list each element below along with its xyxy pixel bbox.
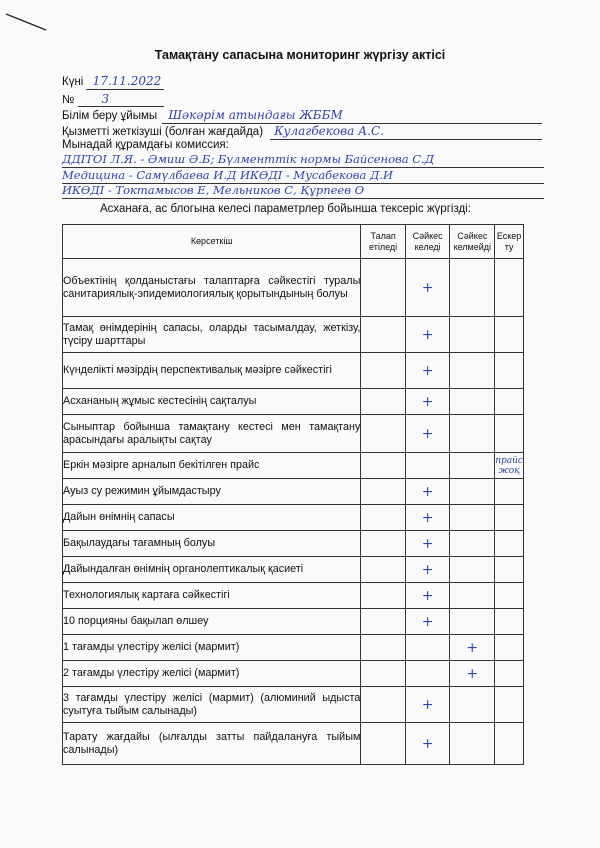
row-noncompliant-cell: +: [450, 635, 495, 661]
org-label: Білім беру ұйымы: [62, 110, 158, 122]
table-header-row: [63, 225, 524, 259]
row-compliant-cell: +: [405, 479, 450, 505]
row-required-cell: [361, 723, 405, 765]
row-compliant-cell: +: [405, 353, 450, 389]
row-indicator: Бақылаудағы тағамның болуы: [63, 531, 361, 557]
row-note-cell: [495, 635, 524, 661]
header-indicator: Көрсеткіш: [63, 225, 361, 259]
row-note-cell: [495, 415, 524, 453]
header-noncompliant: Сәйкес келмейді: [450, 225, 495, 259]
table-row: [63, 687, 524, 723]
row-note-cell: [495, 259, 524, 317]
row-required-cell: [361, 635, 405, 661]
row-note-cell: [495, 687, 524, 723]
row-compliant-cell: [405, 661, 450, 687]
row-noncompliant-cell: [450, 687, 495, 723]
row-required-cell: [361, 353, 405, 389]
row-indicator: Технологиялық картаға сәйкестігі: [63, 583, 361, 609]
row-note-cell: [495, 479, 524, 505]
commission-line-1: ДДІТОІ Л.Я. - Әмиш Ә.Б; Бүлменттік нормы Байсенова С.Д: [62, 152, 435, 166]
number-underline: [78, 106, 164, 107]
date-line: [62, 74, 161, 88]
row-noncompliant-cell: [450, 415, 495, 453]
table-row: [63, 609, 524, 635]
org-line: [62, 108, 343, 122]
row-compliant-cell: +: [405, 415, 450, 453]
number-line: [62, 92, 109, 106]
row-required-cell: [361, 583, 405, 609]
row-note-cell: [495, 531, 524, 557]
table-row: [63, 505, 524, 531]
table-row: [63, 583, 524, 609]
row-noncompliant-cell: [450, 505, 495, 531]
row-compliant-cell: +: [405, 259, 450, 317]
service-underline: [270, 139, 542, 140]
row-compliant-cell: +: [405, 583, 450, 609]
row-compliant-cell: +: [405, 723, 450, 765]
row-noncompliant-cell: [450, 583, 495, 609]
document-title: Тамақтану сапасына мониторинг жүргізу актісі: [154, 48, 446, 62]
number-value: 3: [101, 92, 110, 106]
service-label: Қызметті жеткізуші (болған жағдайда): [62, 126, 264, 138]
row-indicator: Еркін мәзірге арналып бекітілген прайс: [63, 453, 361, 479]
row-compliant-cell: +: [405, 389, 450, 415]
row-required-cell: [361, 317, 405, 353]
header-required: Талап етіледі: [361, 225, 405, 259]
service-value: Кулагбекова А.С.: [274, 124, 385, 138]
row-required-cell: [361, 389, 405, 415]
row-required-cell: [361, 259, 405, 317]
row-compliant-cell: +: [405, 557, 450, 583]
row-noncompliant-cell: +: [450, 661, 495, 687]
row-note-cell: [495, 583, 524, 609]
table-row: [63, 389, 524, 415]
table-row: [63, 453, 524, 479]
row-note-cell: [495, 317, 524, 353]
row-noncompliant-cell: [450, 353, 495, 389]
number-label: №: [62, 94, 75, 106]
row-noncompliant-cell: [450, 479, 495, 505]
row-indicator: 1 тағамды үлестіру желісі (мармит): [63, 635, 361, 661]
row-noncompliant-cell: [450, 557, 495, 583]
row-compliant-cell: +: [405, 317, 450, 353]
header-compliant: Сәйкес келеді: [405, 225, 450, 259]
header-note: Ескер ту: [495, 225, 524, 259]
row-required-cell: [361, 479, 405, 505]
row-required-cell: [361, 687, 405, 723]
service-line: [62, 124, 384, 138]
table-row: [63, 317, 524, 353]
row-compliant-cell: [405, 635, 450, 661]
row-required-cell: [361, 531, 405, 557]
row-indicator: 10 порцияны бақылап өлшеу: [63, 609, 361, 635]
row-note-cell: [495, 389, 524, 415]
commission-label: Мынадай құрамдағы комиссия:: [62, 139, 229, 151]
row-note-cell: [495, 661, 524, 687]
row-required-cell: [361, 415, 405, 453]
table-row: [63, 557, 524, 583]
commission-line-2: Медицина - Самүлбаева И.Д ИКӨДІ - Мусабекова Д.И: [62, 168, 394, 182]
row-noncompliant-cell: [450, 317, 495, 353]
row-noncompliant-cell: [450, 389, 495, 415]
row-compliant-cell: [405, 453, 450, 479]
table-row: [63, 531, 524, 557]
table-row: [63, 353, 524, 389]
date-label: Күні: [62, 76, 84, 88]
row-compliant-cell: +: [405, 687, 450, 723]
row-indicator: Тарату жағдайы (ылғалды затты пайдалануға тыйым салынады): [63, 723, 361, 765]
date-underline: [86, 89, 164, 90]
row-required-cell: [361, 661, 405, 687]
inspection-table: [62, 224, 524, 765]
row-noncompliant-cell: [450, 531, 495, 557]
org-value: Шәкәрім атындағы ЖББМ: [168, 108, 343, 122]
row-noncompliant-cell: [450, 609, 495, 635]
row-required-cell: [361, 505, 405, 531]
row-indicator: Сыныптар бойынша тамақтану кестесі мен тамақтану арасындағы аралықты сақтау: [63, 415, 361, 453]
intro-text: Асханаға, ас блогына келесі параметрлер бойынша тексеріс жүргізді:: [100, 203, 471, 215]
row-required-cell: [361, 453, 405, 479]
row-noncompliant-cell: [450, 259, 495, 317]
row-indicator: Объектінің қолданыстағы талаптарға сәйкестігі туралы санитариялық-эпидемиологиялық қорытындының болуы: [63, 259, 361, 317]
row-required-cell: [361, 557, 405, 583]
row-required-cell: [361, 609, 405, 635]
row-indicator: 3 тағамды үлестіру желісі (мармит) (алюминий ыдыста суытуға тыйым салынады): [63, 687, 361, 723]
row-indicator: 2 тағамды үлестіру желісі (мармит): [63, 661, 361, 687]
row-noncompliant-cell: [450, 723, 495, 765]
table-row: [63, 259, 524, 317]
row-indicator: Дайын өнімнің сапасы: [63, 505, 361, 531]
row-compliant-cell: +: [405, 609, 450, 635]
row-note-cell: прайс жоқ: [495, 453, 524, 479]
corner-fold-mark: [0, 0, 50, 40]
row-indicator: Дайындалған өнімнің органолептикалық қасиеті: [63, 557, 361, 583]
commission-line-3: ИКӨДІ - Токтамысов Е, Мельников С, Құрпеев О: [62, 183, 365, 197]
row-note-cell: [495, 505, 524, 531]
row-indicator: Күнделікті мәзірдің перспективалық мәзірге сәйкестігі: [63, 353, 361, 389]
table-row: [63, 661, 524, 687]
commission-underline-3: [62, 198, 544, 199]
row-note-cell: [495, 609, 524, 635]
table-body: [63, 259, 524, 765]
row-note-cell: [495, 353, 524, 389]
row-noncompliant-cell: [450, 453, 495, 479]
row-compliant-cell: +: [405, 505, 450, 531]
date-value: 17.11.2022: [92, 74, 162, 88]
row-indicator: Тамақ өнімдерінің сапасы, оларды тасымалдау, жеткізу, түсіру шарттары: [63, 317, 361, 353]
table-row: [63, 479, 524, 505]
table-row: [63, 723, 524, 765]
row-indicator: Асхананың жұмыс кестесінің сақталуы: [63, 389, 361, 415]
row-note-cell: [495, 557, 524, 583]
row-compliant-cell: +: [405, 531, 450, 557]
row-indicator: Ауыз су режимин ұйымдастыру: [63, 479, 361, 505]
table-row: [63, 635, 524, 661]
table-row: [63, 415, 524, 453]
row-note-cell: [495, 723, 524, 765]
